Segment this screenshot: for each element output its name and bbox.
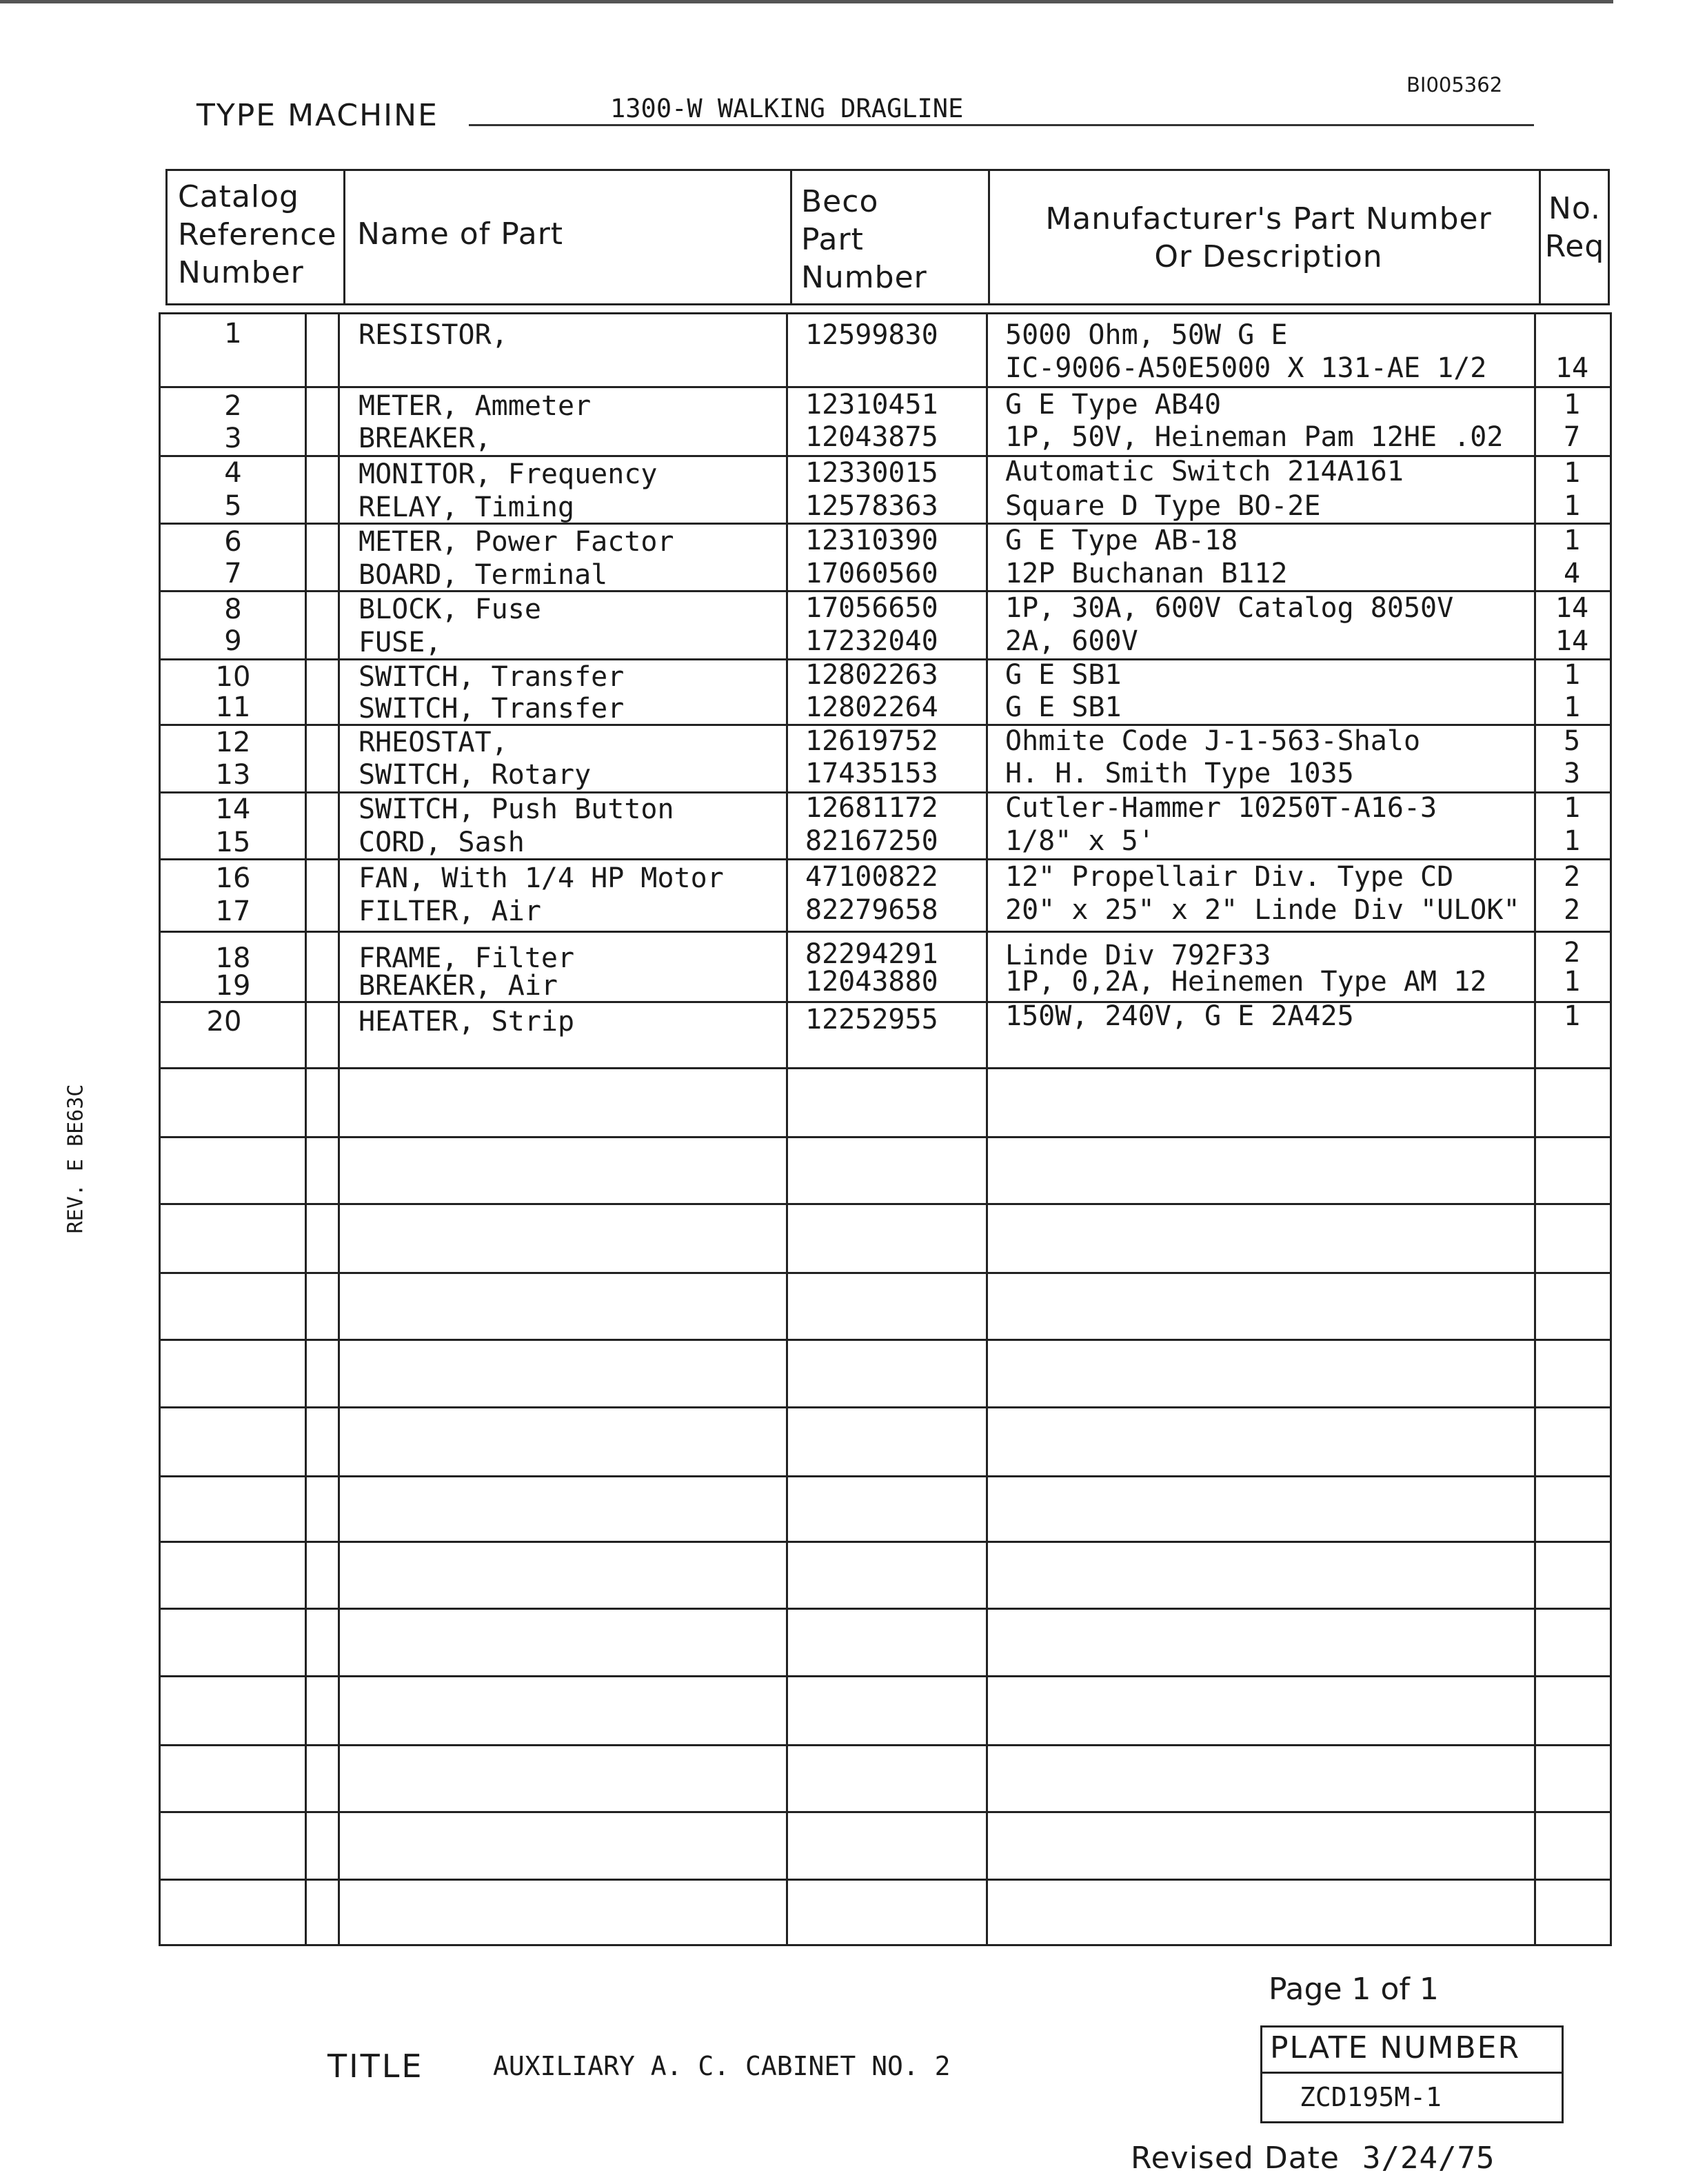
row-qty: 1 xyxy=(1563,792,1581,824)
row-beco: 12252955 xyxy=(805,1004,938,1035)
row-beco: 12681172 xyxy=(805,792,938,824)
row-name: MONITOR, Frequency xyxy=(359,458,658,490)
row-qty: 2 xyxy=(1563,861,1581,893)
row-desc: 20" x 25" x 2" Linde Div "ULOK" xyxy=(1005,894,1520,926)
revised-date-value: 3/24/75 xyxy=(1362,2141,1495,2176)
row-qty: 5 xyxy=(1563,725,1581,757)
row-divider xyxy=(159,1406,1612,1408)
row-name: FUSE, xyxy=(359,627,442,658)
row-ref: 14 xyxy=(215,793,251,825)
row-desc: 150W, 240V, G E 2A425 xyxy=(1005,1000,1354,1032)
body-divider xyxy=(1534,312,1536,1946)
header-line: Number xyxy=(178,255,304,290)
row-beco: 12619752 xyxy=(805,725,938,757)
header-beco xyxy=(801,183,927,296)
header-line: Catalog xyxy=(178,179,299,214)
row-divider xyxy=(159,931,1612,933)
row-desc: G E Type AB40 xyxy=(1005,389,1222,421)
row-qty: 1 xyxy=(1563,490,1581,522)
body-divider xyxy=(305,312,307,1946)
row-ref: 20 xyxy=(206,1006,242,1038)
plate-number-value: ZCD195M-1 xyxy=(1300,2082,1442,2112)
row-desc: 1P, 0,2A, Heinemen Type AM 12 xyxy=(1005,966,1487,998)
row-qty: 3 xyxy=(1563,758,1581,789)
row-divider xyxy=(159,1136,1612,1138)
title-label: TITLE xyxy=(327,2048,424,2085)
row-name: SWITCH, Push Button xyxy=(359,793,674,825)
row-divider xyxy=(159,1675,1612,1677)
row-ref: 19 xyxy=(215,970,251,1002)
header-divider xyxy=(988,169,990,305)
row-divider xyxy=(159,1811,1612,1813)
row-ref: 18 xyxy=(215,942,251,974)
title-value: AUXILIARY A. C. CABINET NO. 2 xyxy=(493,2051,951,2081)
row-divider xyxy=(159,1272,1612,1274)
row-desc: G E SB1 xyxy=(1005,691,1122,723)
header-line: Req xyxy=(1544,229,1605,264)
row-divider xyxy=(159,1067,1612,1069)
header-divider xyxy=(343,169,345,305)
plate-number-divider xyxy=(1260,2072,1564,2074)
row-qty: 14 xyxy=(1555,352,1589,384)
row-ref: 5 xyxy=(224,490,242,522)
header-line: No. xyxy=(1548,191,1602,226)
row-beco: 12043880 xyxy=(805,966,938,998)
row-desc: Automatic Switch 214A161 xyxy=(1005,456,1404,487)
row-desc: G E Type AB-18 xyxy=(1005,525,1238,556)
row-desc: 2A, 600V xyxy=(1005,625,1138,657)
row-ref: 2 xyxy=(224,390,242,422)
row-ref: 13 xyxy=(215,759,251,791)
row-divider xyxy=(159,1608,1612,1610)
row-qty: 1 xyxy=(1563,389,1581,421)
row-ref: 17 xyxy=(215,896,251,927)
row-divider xyxy=(159,1879,1612,1881)
row-qty: 1 xyxy=(1563,825,1581,857)
row-beco: 82167250 xyxy=(805,825,938,857)
row-desc: Ohmite Code J-1-563-Shalo xyxy=(1005,725,1421,757)
row-beco: 12578363 xyxy=(805,490,938,522)
row-ref: 9 xyxy=(224,625,242,657)
row-beco: 12310451 xyxy=(805,389,938,421)
type-machine-underline xyxy=(469,124,1534,126)
row-name: FILTER, Air xyxy=(359,896,541,927)
document-id: BI005362 xyxy=(1406,73,1503,97)
row-desc: G E SB1 xyxy=(1005,659,1122,691)
row-divider xyxy=(159,1475,1612,1477)
row-beco: 17435153 xyxy=(805,758,938,789)
plate-number-label: PLATE NUMBER xyxy=(1270,2030,1521,2065)
row-ref: 8 xyxy=(224,594,242,625)
row-desc: Cutler-Hammer 10250T-A16-3 xyxy=(1005,792,1437,824)
row-beco: 17056650 xyxy=(805,592,938,624)
row-desc: Square D Type BO-2E xyxy=(1005,490,1321,522)
row-desc: Linde Div 792F33 xyxy=(1005,940,1271,971)
row-name: METER, Power Factor xyxy=(359,526,674,558)
row-ref: 3 xyxy=(224,423,242,454)
row-beco: 82279658 xyxy=(805,894,938,926)
row-name: SWITCH, Rotary xyxy=(359,759,592,791)
body-divider xyxy=(786,312,788,1946)
row-qty: 2 xyxy=(1563,894,1581,926)
row-desc: 12P Buchanan B112 xyxy=(1005,558,1288,589)
row-name: RHEOSTAT, xyxy=(359,727,508,758)
row-ref: 1 xyxy=(224,318,242,350)
row-name: BOARD, Terminal xyxy=(359,559,608,591)
row-qty: 1 xyxy=(1563,1000,1581,1032)
row-qty: 1 xyxy=(1563,966,1581,998)
row-divider xyxy=(159,1339,1612,1341)
revised-date-label: Revised Date xyxy=(1131,2141,1340,2176)
header-line: Reference xyxy=(178,217,337,252)
row-beco: 17232040 xyxy=(805,625,938,657)
row-ref: 16 xyxy=(215,862,251,894)
row-divider xyxy=(159,1203,1612,1205)
header-divider xyxy=(790,169,792,305)
row-qty: 1 xyxy=(1563,457,1581,489)
row-desc: 12" Propellair Div. Type CD xyxy=(1005,861,1454,893)
top-border xyxy=(0,0,1613,3)
row-beco: 12043875 xyxy=(805,421,938,453)
row-beco: 12802264 xyxy=(805,691,938,723)
row-desc: 1P, 50V, Heineman Pam 12HE .02 xyxy=(1005,421,1504,453)
page-number: Page 1 of 1 xyxy=(1269,1972,1439,2007)
row-qty: 14 xyxy=(1555,592,1589,624)
row-divider xyxy=(159,1744,1612,1746)
header-line: Or Description xyxy=(1154,239,1383,274)
row-ref: 7 xyxy=(224,558,242,589)
row-name: HEATER, Strip xyxy=(359,1006,575,1038)
row-beco: 12330015 xyxy=(805,457,938,489)
type-machine-label: TYPE MACHINE xyxy=(196,98,438,133)
row-name: FAN, With 1/4 HP Motor xyxy=(359,862,724,894)
row-qty: 1 xyxy=(1563,525,1581,556)
row-beco: 47100822 xyxy=(805,861,938,893)
body-divider xyxy=(338,312,340,1946)
row-desc: 1/8" x 5' xyxy=(1005,825,1155,857)
row-qty: 7 xyxy=(1563,421,1581,453)
row-qty: 1 xyxy=(1563,659,1581,691)
row-ref: 15 xyxy=(215,827,251,858)
row-name: CORD, Sash xyxy=(359,827,525,858)
row-name: SWITCH, Transfer xyxy=(359,661,625,693)
row-name: SWITCH, Transfer xyxy=(359,693,625,725)
row-qty: 14 xyxy=(1555,625,1589,657)
row-name: BREAKER, xyxy=(359,423,492,454)
row-ref: 4 xyxy=(224,457,242,489)
header-qty xyxy=(1543,190,1606,265)
row-name: BREAKER, Air xyxy=(359,970,558,1002)
row-divider xyxy=(159,1541,1612,1543)
row-name: BLOCK, Fuse xyxy=(359,594,541,625)
row-beco: 17060560 xyxy=(805,558,938,589)
header-catalog xyxy=(178,178,337,292)
row-beco: 12599830 xyxy=(805,319,938,351)
revised-date xyxy=(1131,2141,1495,2176)
row-name: METER, Ammeter xyxy=(359,390,592,422)
row-ref: 10 xyxy=(215,661,251,693)
row-name: FRAME, Filter xyxy=(359,942,575,974)
header-manufacturer xyxy=(1013,200,1524,276)
row-beco: 82294291 xyxy=(805,938,938,970)
row-qty: 1 xyxy=(1563,691,1581,723)
header-line: Manufacturer's Part Number xyxy=(1045,201,1492,236)
row-desc: 5000 Ohm, 50W G E xyxy=(1005,319,1288,351)
row-ref: 6 xyxy=(224,526,242,558)
header-name: Name of Part xyxy=(357,216,564,252)
header-line: Part xyxy=(801,222,864,257)
revision-side-note: REV. E BE63C xyxy=(63,1084,88,1234)
row-qty: 4 xyxy=(1563,558,1581,589)
body-divider xyxy=(986,312,988,1946)
row-qty: 2 xyxy=(1563,937,1581,969)
type-machine-value: 1300-W WALKING DRAGLINE xyxy=(610,94,964,123)
row-desc-2: IC-9006-A50E5000 X 131-AE 1/2 xyxy=(1005,352,1487,384)
row-desc: H. H. Smith Type 1035 xyxy=(1005,758,1354,789)
row-beco: 12310390 xyxy=(805,525,938,556)
row-ref: 12 xyxy=(215,727,251,758)
row-name: RELAY, Timing xyxy=(359,492,575,523)
header-line: Number xyxy=(801,260,927,295)
row-beco: 12802263 xyxy=(805,659,938,691)
row-name: RESISTOR, xyxy=(359,319,508,351)
row-ref: 11 xyxy=(215,691,251,723)
header-line: Beco xyxy=(801,184,879,219)
header-divider xyxy=(1539,169,1541,305)
row-desc: 1P, 30A, 600V Catalog 8050V xyxy=(1005,592,1454,624)
